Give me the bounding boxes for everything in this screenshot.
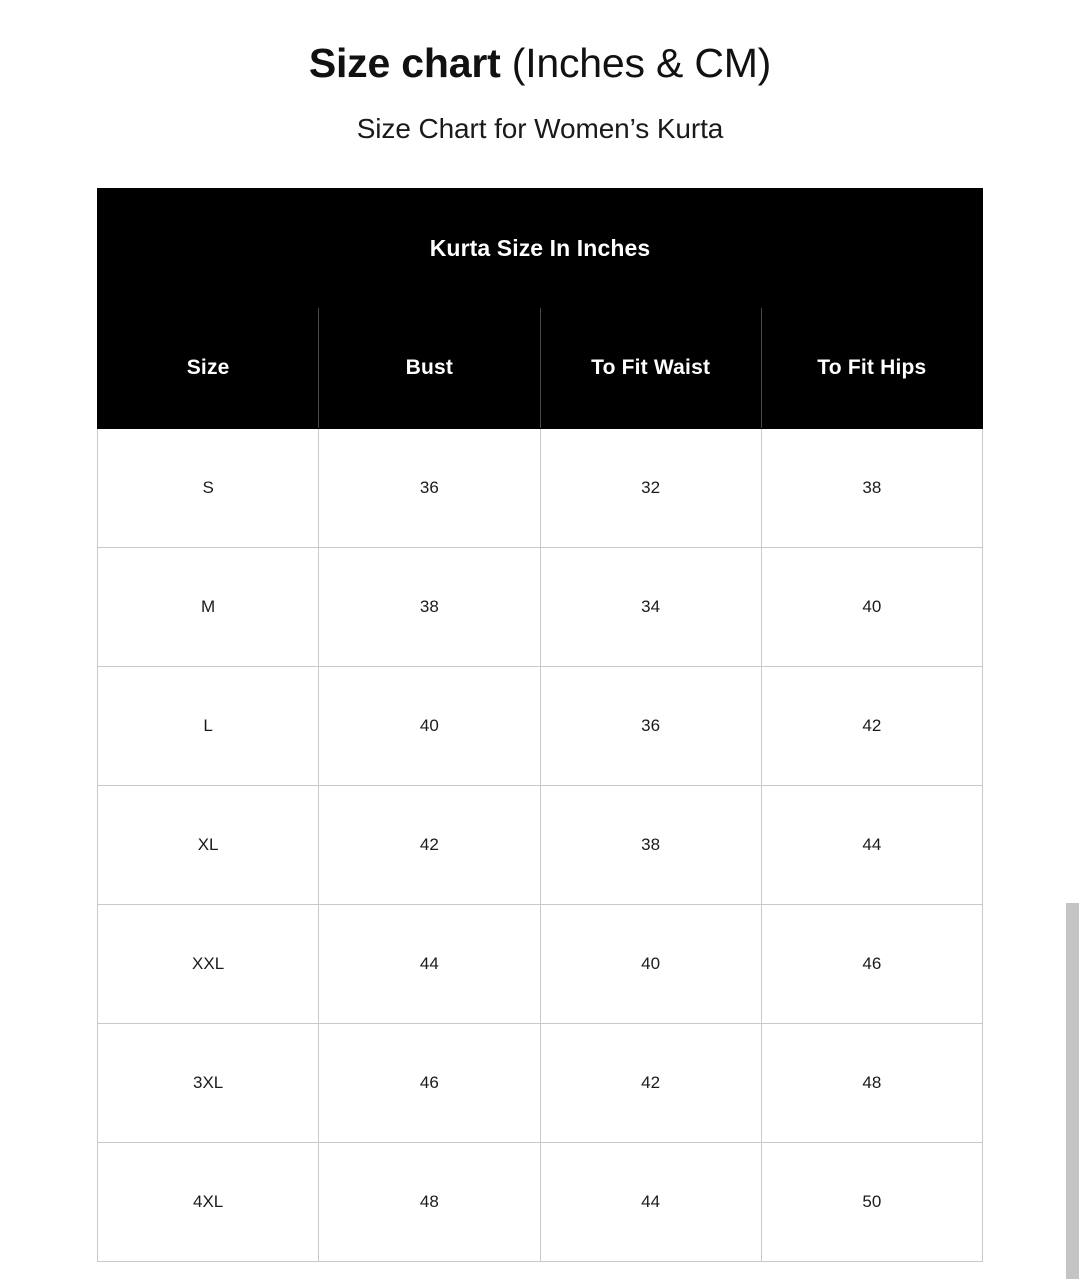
cell-bust: 42 xyxy=(319,786,540,905)
cell-hips: 42 xyxy=(761,667,982,786)
cell-size: 4XL xyxy=(98,1143,319,1262)
cell-bust: 38 xyxy=(319,548,540,667)
table-row xyxy=(98,548,983,667)
column-header-bust: Bust xyxy=(319,308,540,429)
scrollbar-track[interactable] xyxy=(1064,0,1080,1279)
page-title xyxy=(0,40,1080,87)
cell-hips: 46 xyxy=(761,905,982,1024)
column-header-size: Size xyxy=(98,308,319,429)
cell-size: S xyxy=(98,429,319,548)
cell-size: 3XL xyxy=(98,1024,319,1143)
column-header-waist: To Fit Waist xyxy=(540,308,761,429)
table-row xyxy=(98,429,983,548)
cell-size: M xyxy=(98,548,319,667)
cell-bust: 40 xyxy=(319,667,540,786)
column-header-hips: To Fit Hips xyxy=(761,308,982,429)
cell-waist: 34 xyxy=(540,548,761,667)
page-title-rest: (Inches & CM) xyxy=(500,40,772,86)
cell-bust: 36 xyxy=(319,429,540,548)
size-table xyxy=(97,188,983,1262)
cell-bust: 44 xyxy=(319,905,540,1024)
cell-waist: 44 xyxy=(540,1143,761,1262)
cell-waist: 40 xyxy=(540,905,761,1024)
table-row xyxy=(98,1143,983,1262)
cell-waist: 32 xyxy=(540,429,761,548)
cell-waist: 38 xyxy=(540,786,761,905)
cell-bust: 46 xyxy=(319,1024,540,1143)
cell-hips: 38 xyxy=(761,429,982,548)
scrollbar-thumb[interactable] xyxy=(1066,903,1079,1279)
cell-size: XXL xyxy=(98,905,319,1024)
page-title-strong: Size chart xyxy=(308,40,501,86)
table-banner-row xyxy=(98,189,983,308)
cell-hips: 40 xyxy=(761,548,982,667)
table-banner-cell: Kurta Size In Inches xyxy=(98,189,983,308)
cell-hips: 50 xyxy=(761,1143,982,1262)
table-row xyxy=(98,905,983,1024)
cell-waist: 36 xyxy=(540,667,761,786)
table-row xyxy=(98,667,983,786)
table-header-row xyxy=(98,308,983,429)
size-table-container xyxy=(97,188,983,1262)
cell-bust: 48 xyxy=(319,1143,540,1262)
page-subtitle: Size Chart for Women’s Kurta xyxy=(356,113,724,145)
table-row xyxy=(98,786,983,905)
cell-hips: 48 xyxy=(761,1024,982,1143)
table-row xyxy=(98,1024,983,1143)
cell-size: XL xyxy=(98,786,319,905)
cell-size: L xyxy=(98,667,319,786)
cell-hips: 44 xyxy=(761,786,982,905)
cell-waist: 42 xyxy=(540,1024,761,1143)
